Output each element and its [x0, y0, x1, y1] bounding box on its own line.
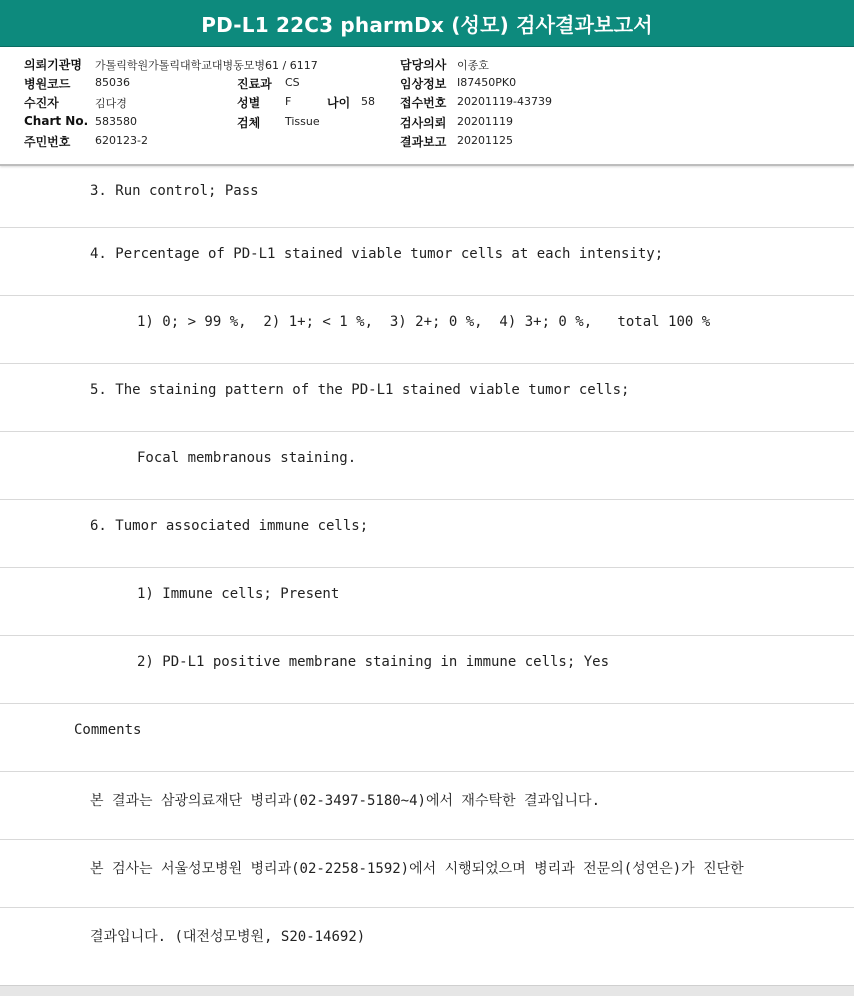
list-item: [0, 908, 854, 988]
patient-info-panel: [0, 47, 854, 166]
institution-value: 가톨릭학원가톨릭대학교대병동모병61 / 6117: [95, 59, 318, 72]
doctor-value: 이종호: [457, 59, 489, 72]
comments-heading: Comments: [74, 722, 142, 738]
result-line: 2) PD-L1 positive membrane staining in immune cells; Yes: [137, 654, 610, 670]
result-line: 6. Tumor associated immune cells;: [90, 518, 369, 534]
department-value: CS: [285, 76, 300, 89]
hospital-code-label: 병원코드: [24, 77, 71, 91]
comment-line: 본 검사는 서울성모병원 병리과(02-2258-1592)에서 시행되었으며 병리과 전문의(성연은)가 진단한: [90, 861, 744, 877]
department-label: 진료과: [237, 77, 272, 91]
result-line: 1) 0; > 99 %, 2) 1+; < 1 %, 3) 2+; 0 %, 4) 3+; 0 %, total 100 %: [137, 314, 711, 330]
institution-label: 의뢰기관명: [24, 58, 82, 72]
specimen-label: 검체: [237, 116, 261, 130]
resident-no-value: 620123-2: [95, 134, 148, 147]
age-value: 58: [361, 95, 375, 108]
list-item: [0, 704, 854, 772]
list-item: [0, 772, 854, 840]
receiver-value: 김다경: [95, 97, 127, 110]
request-date-value: 20201119: [457, 115, 513, 128]
list-item: [0, 840, 854, 908]
hospital-code-value: 85036: [95, 76, 130, 89]
result-line: 3. Run control; Pass: [90, 183, 259, 199]
comment-line: 결과입니다. (대전성모병원, S20-14692): [90, 929, 366, 945]
list-item: [0, 500, 854, 568]
result-line: 4. Percentage of PD-L1 stained viable tumor cells at each intensity;: [90, 246, 664, 262]
receiver-label: 수진자: [24, 96, 59, 110]
list-item: [0, 636, 854, 704]
sex-value: F: [285, 95, 292, 108]
list-item: [0, 228, 854, 296]
clinical-info-value: I87450PK0: [457, 76, 517, 89]
report-title-bar: [0, 0, 854, 47]
list-item: [0, 364, 854, 432]
result-line: 5. The staining pattern of the PD-L1 stained viable tumor cells;: [90, 382, 630, 398]
report-date-label: 결과보고: [400, 135, 447, 149]
reception-no-label: 접수번호: [400, 96, 447, 110]
specimen-value: Tissue: [285, 115, 320, 128]
chart-no-value: 583580: [95, 115, 137, 128]
clinical-info-label: 임상정보: [400, 77, 447, 91]
report-title: PD-L1 22C3 pharmDx (성모) 검사결과보고서: [201, 12, 653, 37]
comment-line: 본 결과는 삼광의료재단 병리과(02-3497-5180~4)에서 재수탁한 결과입니다.: [90, 793, 601, 809]
sex-label: 성별: [237, 96, 261, 110]
list-item: [0, 568, 854, 636]
report-body: [0, 166, 854, 988]
chart-no-label: Chart No.: [24, 114, 89, 128]
result-line: 1) Immune cells; Present: [137, 586, 340, 602]
reception-no-value: 20201119-43739: [457, 95, 552, 108]
request-date-label: 검사의뢰: [400, 116, 447, 130]
horizontal-scrollbar[interactable]: [0, 985, 854, 996]
doctor-label: 담당의사: [400, 58, 447, 72]
age-label: 나이: [327, 96, 351, 110]
list-item: [0, 432, 854, 500]
resident-no-label: 주민번호: [24, 135, 71, 149]
list-item: [0, 166, 854, 228]
result-line: Focal membranous staining.: [137, 450, 357, 466]
report-date-value: 20201125: [457, 134, 513, 147]
list-item: [0, 296, 854, 364]
